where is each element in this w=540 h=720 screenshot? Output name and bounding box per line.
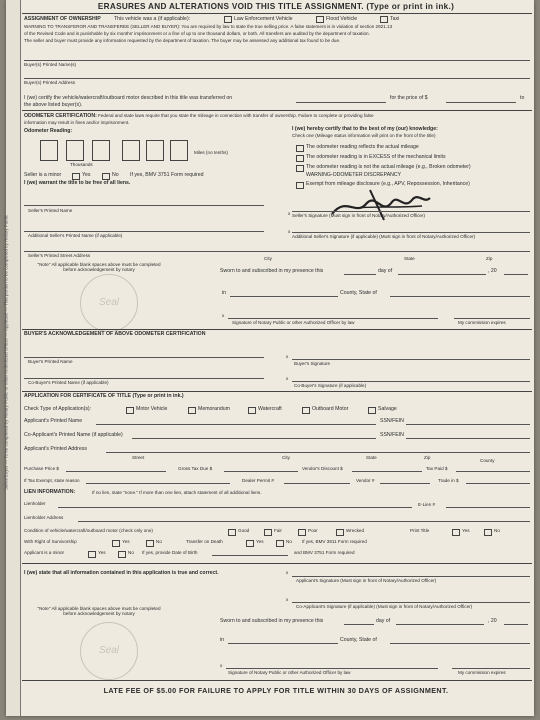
ssn-line[interactable] [406, 424, 530, 425]
buyers-name-line[interactable] [24, 60, 530, 61]
applicant-signature-label: Applicant's Signature (Must sign in front of Notary/Authorized Officer) [296, 578, 437, 583]
late-fee-footer: LATE FEE OF $5.00 FOR FAILURE TO APPLY FOR TITLE WITHIN 30 DAYS OF ASSIGNMENT. [103, 686, 449, 695]
seller-signature-label: Seller's Signature (Must sign in front of Notary/Authorized Officer) [292, 213, 426, 218]
exempt-label: Exempt from mileage disclosure (e.g., APV, Repossession, Inheritance) [306, 181, 470, 187]
dealer-permit-line[interactable] [284, 483, 350, 484]
divider [22, 13, 532, 14]
salvage-label: Salvage [378, 406, 397, 412]
seller-city-label: City [264, 256, 272, 261]
co-buyer-name-label: Co-Buyer's Printed Name (if applicable) [28, 380, 109, 385]
miles-label: Miles (no tenths) [194, 150, 228, 155]
memorandum-label: Memorandum [198, 406, 231, 412]
buyers-address-label: Buyer(s) Printed Address [24, 80, 76, 85]
vertical-sidebar [3, 0, 21, 716]
certify-price-label: for the price of $ [390, 95, 428, 101]
not-actual-checkbox[interactable] [296, 165, 304, 172]
tax-paid-line[interactable] [456, 471, 530, 472]
outboard-motor-checkbox[interactable] [302, 407, 310, 414]
divider [22, 110, 532, 111]
co-ssn-line[interactable] [406, 438, 530, 439]
hereby-certify-label: I (we) hereby certify that to the best of my (our) knowledge: [292, 126, 438, 132]
year-label: , 20 [488, 268, 497, 274]
vehicle-is-label: This vehicle was a (if applicable): [114, 16, 191, 22]
additional-seller-name-label: Additional Seller's Printed Name (if applicable) [28, 233, 123, 238]
lienholder-line[interactable] [58, 507, 412, 508]
seller-name-line[interactable] [24, 205, 264, 206]
minor-no-label: No [112, 172, 119, 178]
bmv-3751-label: If yes, BMV 3751 Form required [130, 172, 204, 178]
print-title-label: Print Title [410, 528, 430, 533]
x-marker: x [286, 570, 289, 575]
in-label: in [222, 290, 227, 296]
applicant-commission-label: My commission expires [458, 670, 506, 675]
applicant-in-label: in [220, 637, 225, 643]
condition-label: Condition of vehicle/watercraft/outboard motor (check only one) [24, 528, 153, 533]
outboard-motor-label: Outboard Motor [312, 406, 349, 412]
applicant-note: "Note" All applicable blank spaces above must be completed before acknowledgement by notary [37, 606, 161, 616]
odometer-text-2: information may result in fines and/or imprisonment. [24, 120, 130, 125]
co-applicant-label: Co-Applicant's Printed Name (if applicable) [24, 432, 123, 438]
law-enforcement-label: Law Enforcement Vehicle [234, 16, 293, 22]
trade-in-line[interactable] [466, 483, 530, 484]
applicant-county-label: County, State of [340, 637, 377, 643]
print-title-yes-checkbox[interactable] [452, 529, 460, 536]
elien-line[interactable] [446, 507, 530, 508]
tod-no-checkbox[interactable] [276, 540, 284, 547]
warning-line-1: WARNING TO TRANSFEROR AND TRANSFEREE (SELLER AND BUYER): You are required by law to state the true selling price. A false statement is in violation of section 2921.13 [24, 24, 393, 29]
applicant-minor-no-checkbox[interactable] [118, 551, 126, 558]
survivorship-no-checkbox[interactable] [146, 540, 154, 547]
x-marker: x [288, 229, 291, 234]
buyer-name-label: Buyer's Printed Name [28, 359, 73, 364]
minor-no-checkbox[interactable] [102, 173, 110, 180]
minor-yes-label: Yes [82, 172, 91, 178]
lien-info-text: If no lien, state "none." If more than one lien, attach statement of all additional liens. [92, 490, 262, 495]
county-line[interactable] [230, 296, 338, 297]
tax-exempt-label: If Tax Exempt, state reason [24, 478, 80, 483]
application-title: APPLICATION FOR CERTIFICATE OF TITLE (Type or print in ink.) [24, 393, 184, 399]
price-line[interactable] [446, 102, 516, 103]
state-line[interactable] [390, 296, 530, 297]
check-type-label: Check Type of Application(s): [24, 406, 92, 412]
applicant-address-label: Applicant's Printed Address [24, 446, 87, 452]
tod-yes-label: Yes [256, 539, 264, 544]
x-marker: x [288, 211, 291, 216]
divider [22, 329, 532, 330]
applicant-year-label: , 20 [488, 618, 497, 624]
survivorship-yes-label: Yes [122, 539, 130, 544]
dob-line[interactable] [212, 555, 288, 556]
tax-paid-label: Tax Paid $ [426, 466, 448, 471]
co-ssn-label: SSN/FEIN [380, 432, 404, 438]
commission-label: My commission expires [458, 320, 506, 325]
survivorship-no-label: No [156, 539, 162, 544]
survivorship-yes-checkbox[interactable] [112, 540, 120, 547]
x-marker: x [286, 354, 289, 359]
flood-checkbox[interactable] [316, 16, 324, 23]
title-document [3, 0, 534, 716]
x-marker: x [220, 663, 223, 668]
co-applicant-signature-line[interactable] [292, 602, 530, 603]
certify-text-2: the above listed buyer(s). [24, 102, 83, 108]
check-one-label: Check one (Mileage status information will print on the front of the title) [292, 133, 436, 138]
co-applicant-signature-label: Co-Applicant's Signature (if applicable) (Must sign in front of Notary/Authorized Officer) [296, 604, 473, 609]
buyers-address-line[interactable] [24, 78, 530, 79]
notary-seal-placeholder: Seal [80, 274, 138, 332]
law-enforcement-checkbox[interactable] [224, 16, 232, 23]
dealer-permit-label: Dealer Permit # [242, 478, 274, 483]
buyer-signature-line[interactable] [292, 359, 530, 360]
minor-yes-checkbox[interactable] [72, 173, 80, 180]
buyer-signature-label: Buyer's Signature [294, 361, 331, 366]
seller-minor-label: Seller is a minor [24, 172, 62, 178]
co-buyer-signature-label: Co-Buyer's Signature (if applicable) [294, 383, 367, 388]
actual-mileage-label: The odometer reading reflects the actual mileage [306, 144, 419, 150]
odometer-digit-box[interactable] [122, 140, 140, 161]
odometer-digit-box[interactable] [40, 140, 58, 161]
buyer-ack-title: BUYER'S ACKNOWLEDGEMENT OF ABOVE ODOMETER CERTIFICATION [24, 331, 206, 337]
vendor-label: Vendor # [356, 478, 375, 483]
buyer-name-line[interactable] [24, 357, 264, 358]
applicant-commission-line[interactable] [452, 668, 530, 669]
condition-poor-checkbox[interactable] [298, 529, 306, 536]
seller-street-label: Seller's Printed Street Address [28, 253, 91, 258]
excess-mileage-label: The odometer reading is in EXCESS of the mechanical limits [306, 154, 446, 160]
month-line[interactable] [398, 274, 486, 275]
not-actual-label: The odometer reading is not the actual mileage (e.g., Broken odometer) [306, 164, 471, 170]
applicant-name-line[interactable] [96, 424, 376, 425]
document-header: ERASURES AND ALTERATIONS VOID THIS TITLE ASSIGNMENT. (Type or print in ink.) [97, 2, 455, 11]
memorandum-checkbox[interactable] [188, 407, 196, 414]
odometer-digit-box[interactable] [92, 140, 110, 161]
additional-seller-signature-line[interactable] [292, 232, 530, 233]
x-marker: x [222, 313, 225, 318]
condition-fair-checkbox[interactable] [264, 529, 272, 536]
applicant-county-line[interactable] [228, 643, 338, 644]
seller-signature-line[interactable] [292, 211, 530, 212]
vendor-line[interactable] [380, 483, 430, 484]
condition-wrecked-label: Wrecked [346, 528, 365, 533]
flood-label: Flood Vehicle [326, 16, 358, 22]
odometer-title: ODOMETER CERTIFICATION: [24, 113, 97, 119]
applicant-minor-yes-checkbox[interactable] [88, 551, 96, 558]
condition-fair-label: Fair [274, 528, 282, 533]
dob-label: If yes, provide Date of Birth [142, 550, 198, 555]
print-title-no-label: No [494, 528, 500, 533]
divider [22, 563, 532, 564]
x-marker: x [286, 597, 289, 602]
ssn-label: SSN/FEIN [380, 418, 404, 424]
divider [22, 680, 532, 681]
odometer-text-1: Federal and state laws require that you state the mileage in connection with transfer of ownership. Failure to complete or providing false [98, 113, 374, 118]
certify-text: I (we) certify the vehicle/watercraft/outboard motor described in this title was transferred on [24, 95, 233, 101]
odometer-digit-box[interactable] [170, 140, 188, 161]
thousands-label: Thousands [70, 162, 93, 167]
day-line[interactable] [344, 274, 376, 275]
survivorship-label: With Right of Survivorship [24, 539, 77, 544]
warning-line-3: The seller and buyer must provide any information requested by the department of taxation. The buyer may be assessed any additional tax found to be due. [24, 38, 341, 43]
notary-signature-line[interactable] [228, 318, 438, 319]
tax-exempt-line[interactable] [86, 483, 230, 484]
motor-vehicle-checkbox[interactable] [126, 407, 134, 414]
zip-label: Zip [424, 455, 431, 460]
exempt-checkbox[interactable] [296, 182, 304, 189]
lienholder-address-label: Lienholder Address [24, 515, 64, 520]
buyers-name-label: Buyer(s) Printed Name(s) [24, 62, 77, 67]
lienholder-label: Lienholder [24, 501, 46, 506]
state-label: State [366, 455, 377, 460]
discrepancy-label: WARNING-ODOMETER DISCREPANCY [306, 172, 402, 178]
condition-good-checkbox[interactable] [228, 529, 236, 536]
lienholder-address-line[interactable] [78, 521, 530, 522]
applicant-state-line[interactable] [390, 643, 530, 644]
seller-zip-label: Zip [486, 256, 493, 261]
additional-seller-name-line[interactable] [24, 231, 264, 232]
odometer-reading-label: Odometer Reading: [24, 128, 73, 134]
co-buyer-signature-line[interactable] [292, 381, 530, 382]
applicant-notary-signature-line[interactable] [226, 668, 438, 669]
watercraft-label: Watercraft [258, 406, 282, 412]
warning-line-2: of the Revised Code and is punishable by six months' imprisonment or a fine of up to one thousand dollars, or both. All transfers are audited by the department of taxation. [24, 31, 370, 36]
applicant-minor-label: Applicant is a minor [24, 550, 65, 555]
applicant-minor-yes-label: Yes [98, 550, 106, 555]
x-marker: x [286, 376, 289, 381]
seller-state-label: State [404, 256, 415, 261]
notary-seal-placeholder: Seal [80, 622, 138, 680]
seller-address-line[interactable] [24, 251, 530, 252]
tod-yes-checkbox[interactable] [246, 540, 254, 547]
odometer-digit-box[interactable] [146, 140, 164, 161]
print-title-no-checkbox[interactable] [484, 529, 492, 536]
seller-name-label: Seller's Printed Name [28, 208, 73, 213]
gross-tax-label: Gross Tax Due $ [178, 466, 213, 471]
actual-mileage-checkbox[interactable] [296, 145, 304, 152]
assignment-label: ASSIGNMENT OF OWNERSHIP [24, 16, 101, 22]
co-buyer-name-line[interactable] [24, 378, 264, 379]
applicant-day-line[interactable] [344, 624, 374, 625]
notary-signature-label: Signature of Notary Public or other Authorized Officer by law [232, 320, 355, 325]
applicant-signature-line[interactable] [292, 576, 530, 577]
watercraft-checkbox[interactable] [248, 407, 256, 414]
condition-wrecked-checkbox[interactable] [336, 529, 344, 536]
applicant-month-line[interactable] [396, 624, 484, 625]
certify-to-label: to [520, 95, 525, 101]
purchase-price-line[interactable] [66, 471, 166, 472]
tod-label: Transfer on Death [186, 539, 223, 544]
vendor-discount-line[interactable] [352, 471, 422, 472]
county-label: County [480, 458, 495, 463]
applicant-name-label: Applicant's Printed Name [24, 418, 83, 424]
odometer-digit-box[interactable] [66, 140, 84, 161]
transfer-date-line[interactable] [296, 102, 386, 103]
elien-label: E-Lien # [418, 502, 436, 507]
year-line[interactable] [504, 274, 528, 275]
commission-line[interactable] [454, 318, 530, 319]
additional-seller-signature-label: Additional Seller's Signature (if applicable) (Must sign in front of Notary/Authorized Officer) [292, 234, 476, 239]
lien-info-title: LIEN INFORMATION: [24, 489, 76, 495]
true-correct-statement: I (we) state that all information contained in this application is true and correct. [24, 570, 219, 576]
applicant-year-line[interactable] [504, 624, 528, 625]
bmv-3811-label: If yes, BMV 3811 Form required [302, 539, 367, 544]
co-applicant-line[interactable] [132, 438, 376, 439]
excess-mileage-checkbox[interactable] [296, 155, 304, 162]
applicant-minor-no-label: No [128, 550, 134, 555]
purchase-price-label: Purchase Price $ [24, 466, 59, 471]
taxi-label: Taxi [390, 16, 400, 22]
bmv-3751-app-label: and BMV 3751 Form required [294, 550, 355, 555]
applicant-day-of-label: day of [376, 618, 391, 624]
condition-good-label: Good [238, 528, 250, 533]
county-label: County, State of [340, 290, 377, 296]
tod-no-label: No [286, 539, 292, 544]
warrant-label: I (we) warrant the title to be free of all liens. [24, 180, 131, 186]
motor-vehicle-label: Motor Vehicle [136, 406, 168, 412]
sidebar-text: Seller/Buyer — To be completed by Notary Public or other Authorized Officer — Applicant — This portion to be completed by Notary Public [3, 214, 9, 491]
street-label: Street [132, 455, 145, 460]
salvage-checkbox[interactable] [368, 407, 376, 414]
sworn-label: Sworn to and subscribed in my presence this [220, 268, 324, 274]
trade-in-label: Trade in $ [438, 478, 459, 483]
applicant-address-line[interactable] [106, 452, 530, 453]
taxi-checkbox[interactable] [380, 16, 388, 23]
print-title-yes-label: Yes [462, 528, 470, 533]
divider [22, 391, 532, 392]
applicant-notary-signature-label: Signature of Notary Public or other Authorized Officer by law [228, 670, 351, 675]
applicant-sworn-label: Sworn to and subscribed in my presence this [220, 618, 324, 624]
city-label: City [282, 455, 290, 460]
seller-note: "Note" All applicable blank spaces above must be completed before acknowledgement by notary [37, 262, 161, 272]
gross-tax-line[interactable] [224, 471, 298, 472]
day-of-label: day of [378, 268, 393, 274]
vendor-discount-label: Vendor's Discount $ [302, 466, 343, 471]
condition-poor-label: Poor [308, 528, 318, 533]
